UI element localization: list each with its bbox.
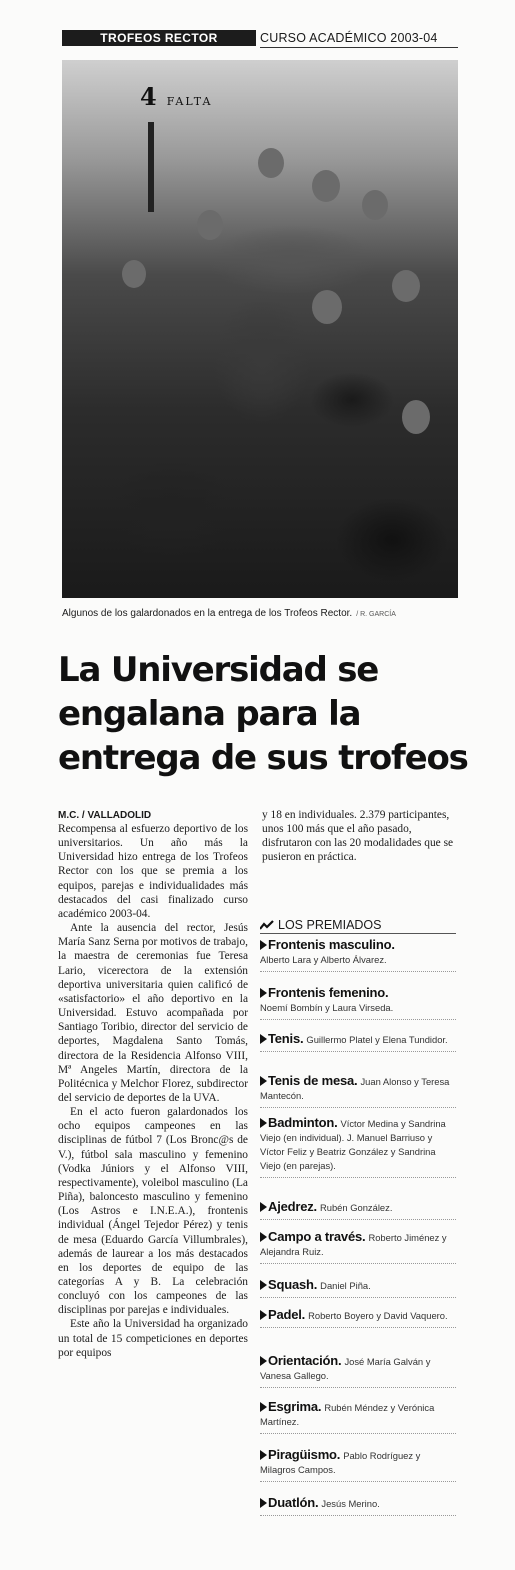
award-names: Rubén González.: [319, 1202, 393, 1213]
award-names: José María Galván y Vanesa Gallego.: [260, 1356, 431, 1381]
person-head: [258, 148, 284, 178]
photo-credit: / R. GARCÍA: [356, 611, 396, 618]
paragraph: Recompensa al esfuerzo deportivo de los universitarios. Un año más la Universidad hizo entrega de los Trofeos Rector con los que se premia a los equipos, parejas e individualidades más destacados del casi finalizado curso académico 2003-04.: [58, 823, 248, 920]
article-headline: La Universidad se engalana para la entrega de sus trofeos: [58, 650, 468, 778]
divider: [260, 1327, 456, 1328]
person-head: [197, 210, 223, 240]
divider: [260, 1019, 456, 1020]
premiados-title: LOS PREMIADOS: [278, 918, 382, 932]
divider: [260, 1297, 456, 1298]
divider: [260, 1433, 456, 1434]
person-head: [362, 190, 388, 220]
award-names: Daniel Piña.: [320, 1280, 371, 1291]
premiados-header: [260, 917, 456, 934]
award-item: [260, 1116, 456, 1173]
course-label: CURSO ACADÉMICO 2003-04: [260, 31, 438, 45]
person-head: [312, 290, 342, 324]
caption-text: Algunos de los galardonados en la entrega de los Trofeos Rector.: [62, 608, 353, 619]
bullet-arrow-icon: [260, 1498, 267, 1508]
paragraph: Ante la ausencia del rector, Jesús María Sanz Serna por motivos de trabajo, la maestra de ceremonias fue Teresa Lario, vicerectora de la extensión deportiva universitaria quien calificó de «satisfactorio» el año deportivo en la Universidad. Estuvo acompañada por Santiago Toribio, director del servicio de deportes, Magdalena Santo Tomás, directora de la Residencia Alfonso VIII, Mª Angeles Martín, directora de la Politécnica y Melchor Florez, subdirector del servicio de deportes de la UVA.: [58, 922, 248, 1104]
award-sport: Ajedrez.: [268, 1199, 317, 1214]
award-names: Rubén Méndez y Verónica Martínez.: [260, 1402, 435, 1427]
divider: [260, 1219, 456, 1220]
award-sport: Esgrima.: [268, 1399, 322, 1414]
person-head: [402, 400, 430, 434]
award-sport: Frontenis masculino.: [268, 937, 395, 952]
award-item: [260, 1448, 456, 1477]
award-names: Roberto Jiménez y Alejandra Ruiz.: [260, 1232, 447, 1257]
award-names: Juan Alonso y Teresa Mantecón.: [260, 1076, 450, 1101]
award-names: Pablo Rodríguez y Milagros Campos.: [260, 1450, 421, 1475]
award-sport: Frontenis femenino.: [268, 985, 389, 1000]
byline: M.C. / VALLADOLID: [58, 810, 152, 821]
award-names: Noemí Bombín y Laura Virseda.: [260, 1002, 394, 1013]
divider: [260, 1387, 456, 1388]
award-item: [260, 1354, 456, 1383]
award-names: Jesús Merino.: [321, 1498, 380, 1509]
bullet-arrow-icon: [260, 1450, 267, 1460]
photo-sign: [140, 82, 212, 111]
divider: [260, 1481, 456, 1482]
award-item: [260, 1230, 456, 1259]
paragraph: En el acto fueron galardonados los ocho equipos campeones en las disciplinas de fútbol 7 (Los Bronc@s de V.), fútbol sala masculino y femenino (Vodka Júniors y el Alfonso VIII, respectivamente), voleibol masculino (La Piña), baloncesto masculino y femenino (Los Astros e I.N.E.A.), frontenis individual (Ángel Tejedor Pérez) y tenis de mesa (Eduardo García Villumbrales), además de laurear a los más destacados en los deportes de equipo de las categorías A y B. La celebración concluyó con los campeones de las disciplinas por parejas e individuales.: [58, 1106, 248, 1317]
award-ceremony-photo: [62, 60, 458, 598]
article-column-2: [262, 808, 454, 865]
divider: [260, 971, 456, 972]
header-rule: [260, 47, 458, 48]
bullet-arrow-icon: [260, 1232, 267, 1242]
bullet-arrow-icon: [260, 1356, 267, 1366]
award-sport: Badminton.: [268, 1115, 338, 1130]
divider: [260, 1263, 456, 1264]
bullet-arrow-icon: [260, 1402, 267, 1412]
person-head: [392, 270, 420, 302]
award-sport: Tenis de mesa.: [268, 1073, 358, 1088]
bullet-arrow-icon: [260, 1076, 267, 1086]
photo-caption: [62, 608, 458, 621]
section-header: [62, 30, 458, 46]
award-item: [260, 1200, 456, 1215]
divider: [260, 1107, 456, 1108]
award-item: [260, 1308, 456, 1323]
award-item: [260, 986, 456, 1015]
award-names: Guillermo Platel y Elena Tundidor.: [306, 1034, 448, 1045]
bullet-arrow-icon: [260, 1280, 267, 1290]
sign-pole: [148, 122, 154, 212]
award-sport: Duatlón.: [268, 1495, 319, 1510]
paragraph: y 18 en individuales. 2.379 participantes, unos 100 más que el año pasado, disfrutaron con las 20 modalidades que se pusieron en práctica.: [262, 809, 454, 864]
bullet-arrow-icon: [260, 940, 267, 950]
award-names: Alberto Lara y Alberto Álvarez.: [260, 954, 387, 965]
award-item: [260, 1496, 456, 1511]
person-head: [312, 170, 340, 202]
award-sport: Tenis.: [268, 1031, 304, 1046]
bullet-arrow-icon: [260, 1202, 267, 1212]
bullet-arrow-icon: [260, 988, 267, 998]
paragraph: Este año la Universidad ha organizado un total de 15 competiciones en deportes por equipos: [58, 1318, 248, 1359]
award-sport: Padel.: [268, 1307, 306, 1322]
award-sport: Orientación.: [268, 1353, 342, 1368]
bullet-arrow-icon: [260, 1310, 267, 1320]
award-sport: Piragüismo.: [268, 1447, 341, 1462]
award-sport: Campo a través.: [268, 1229, 366, 1244]
award-names: Roberto Boyero y David Vaquero.: [308, 1310, 448, 1321]
section-label: TROFEOS RECTOR: [62, 30, 256, 46]
bullet-arrow-icon: [260, 1118, 267, 1128]
divider: [260, 1515, 456, 1516]
article-column-1: [58, 810, 248, 1360]
bullet-arrow-icon: [260, 1034, 267, 1044]
divider: [260, 1051, 456, 1052]
award-names: Víctor Medina y Sandrina Viejo (en individual). J. Manuel Barriuso y Víctor Feliz y Beatriz González y Sandrina Viejo (en parejas).: [260, 1118, 446, 1171]
award-item: [260, 1278, 456, 1293]
person-head: [122, 260, 146, 288]
sign-text: FALTA: [166, 95, 213, 108]
award-item: [260, 1400, 456, 1429]
divider: [260, 1177, 456, 1178]
award-item: [260, 1032, 456, 1047]
award-item: [260, 938, 456, 967]
sign-number: 4: [140, 82, 157, 111]
award-sport: Squash.: [268, 1277, 318, 1292]
award-item: [260, 1074, 456, 1103]
chart-trend-icon: [260, 920, 274, 930]
